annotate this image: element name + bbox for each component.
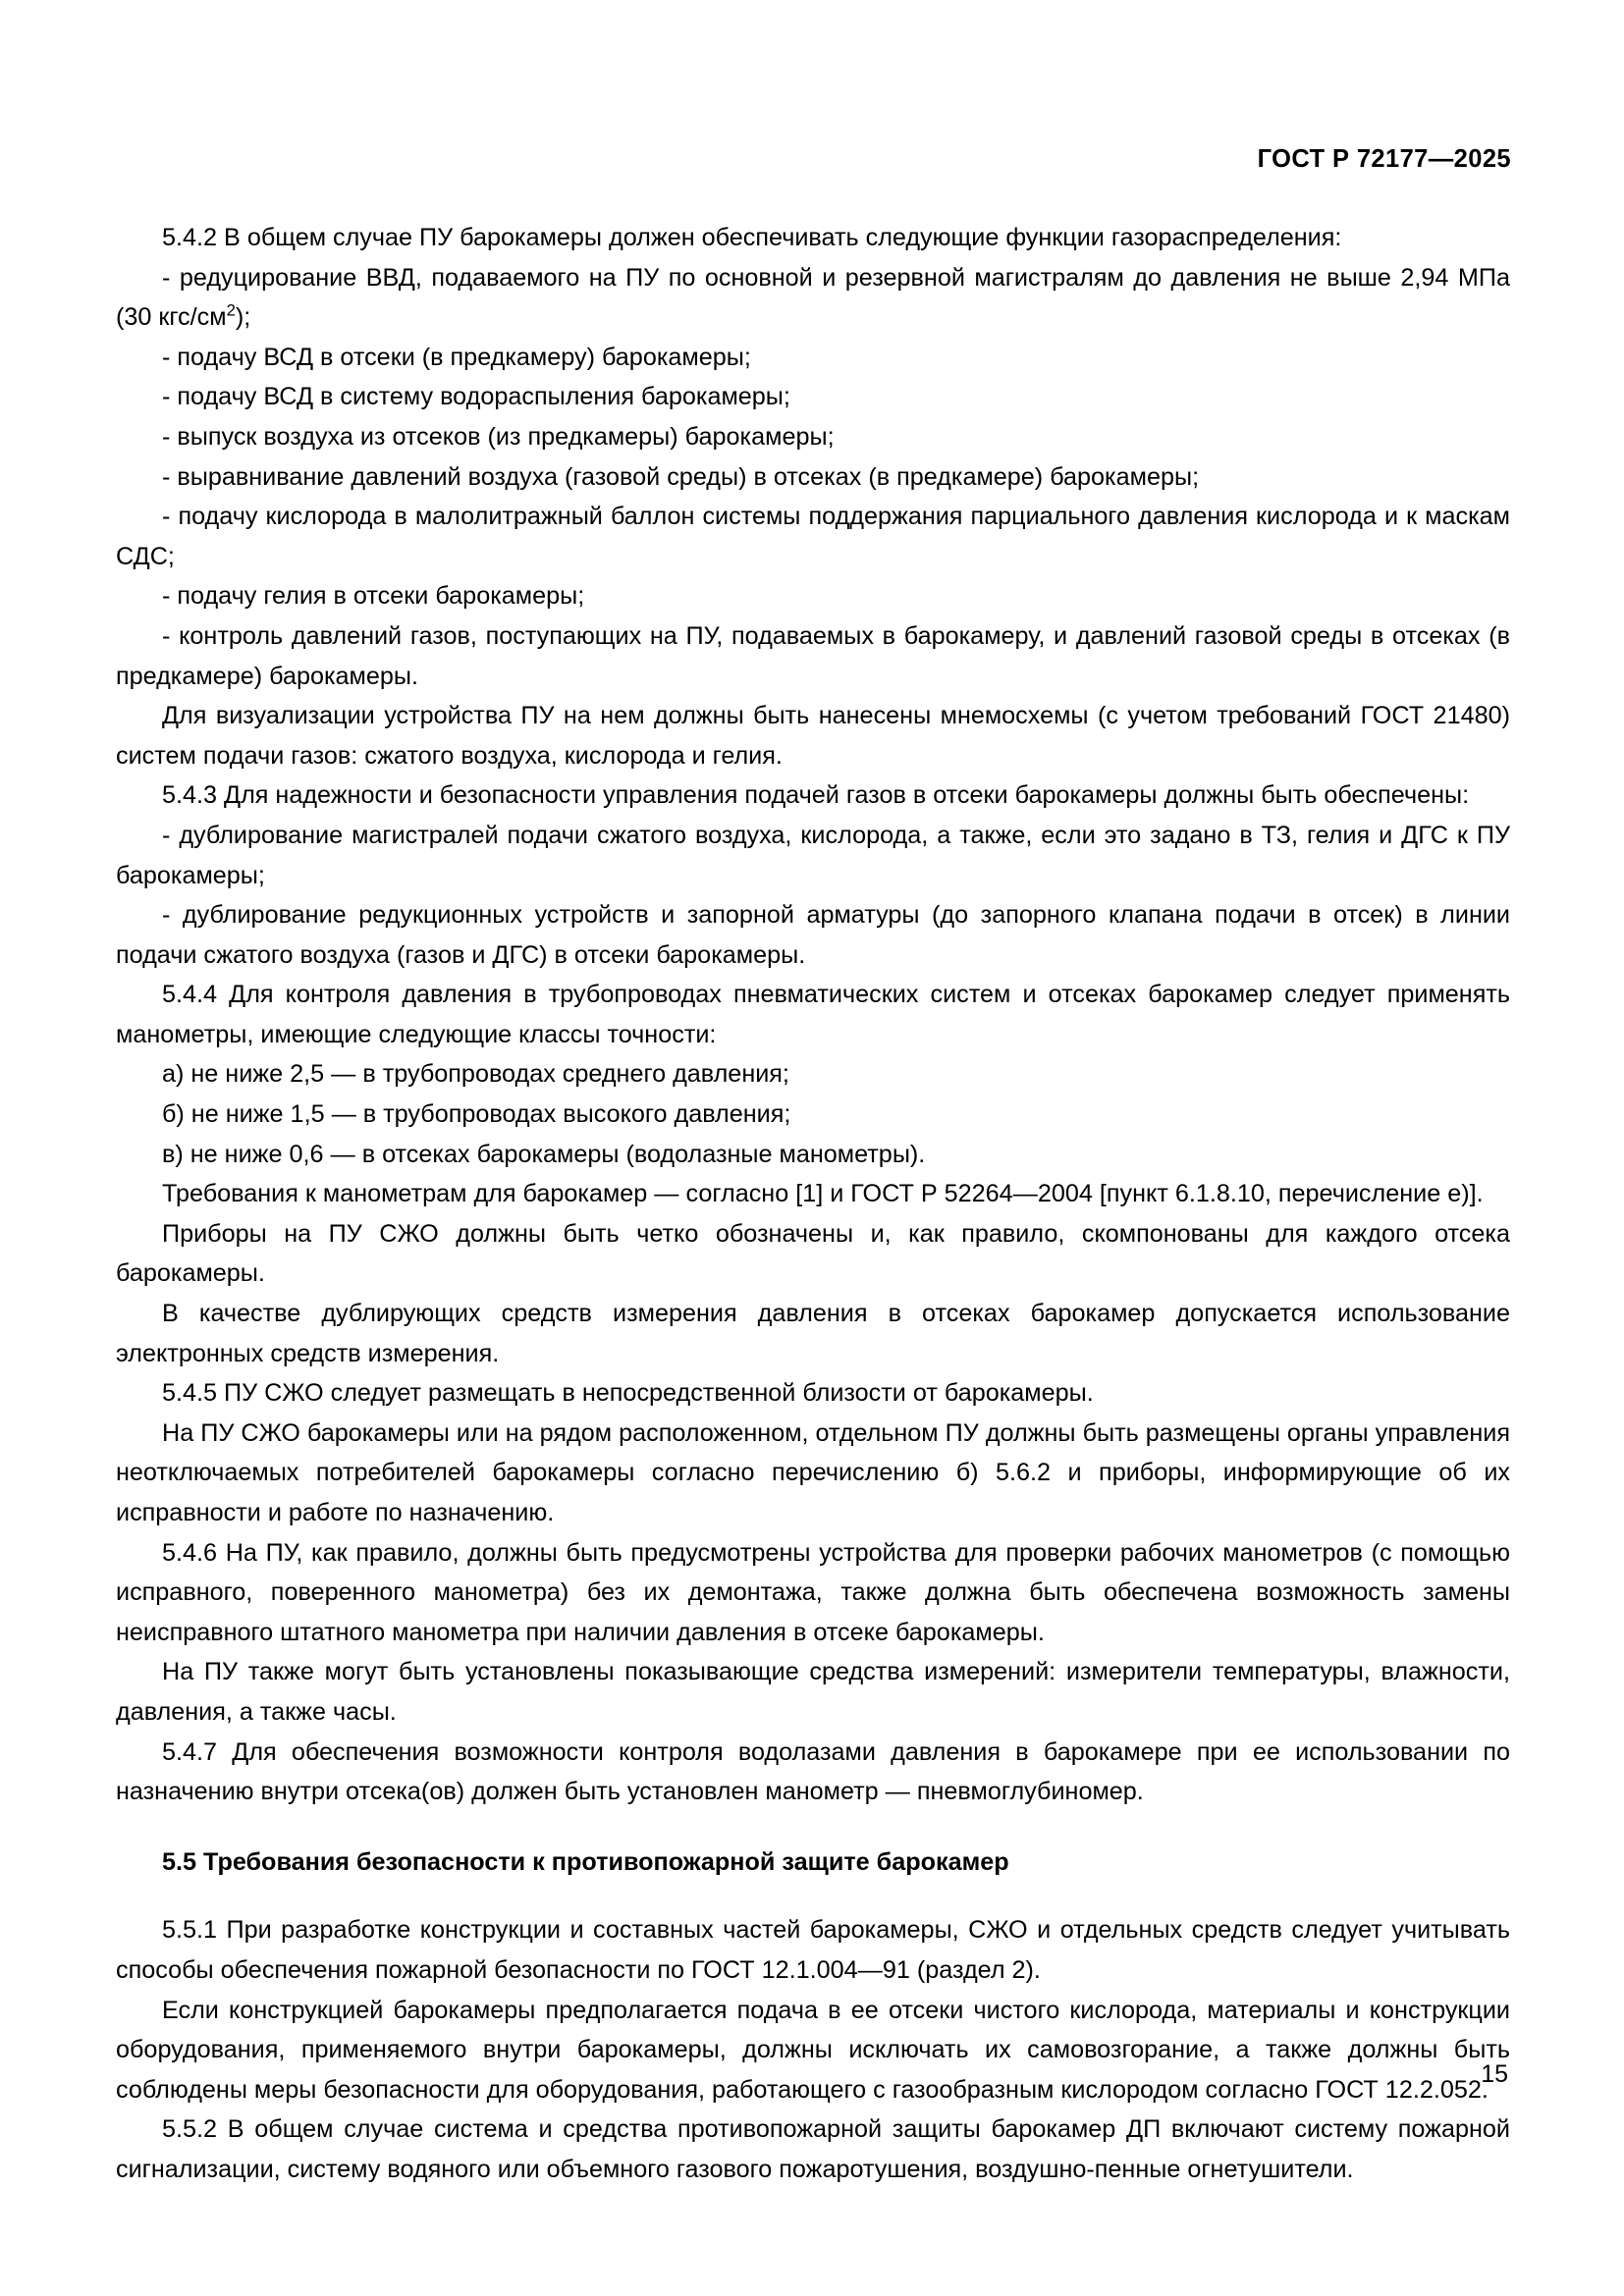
- paragraph-additional-instruments: На ПУ также могут быть установлены показывающие средства измерений: измерители температуры, влажности, давления, а также часы.: [116, 1658, 1510, 1726]
- paragraph-instruments: Приборы на ПУ СЖО должны быть четко обозначены и, как правило, скомпонованы для каждого отсека барокамеры.: [116, 1219, 1510, 1288]
- list-item-5-4-4-a: а) не ниже 2,5 — в трубопроводах среднего давления;: [162, 1060, 789, 1089]
- bullet-5-4-3-2: - дублирование редукционных устройств и запорной арматуры (до запорного клапана подачи в отсек) в линии подачи сжатого воздуха (газов и ДГС) в отсеки барокамеры.: [116, 901, 1510, 969]
- page-content: [116, 218, 1510, 2190]
- bullet-5-4-2-1: [116, 258, 1510, 338]
- bullet-5-4-2-6: - подачу кислорода в малолитражный баллон системы поддержания парциального давления кислорода и к маскам СДС;: [116, 503, 1510, 570]
- bullet-5-4-2-8: - контроль давлений газов, поступающих на ПУ, подаваемых в барокамеру, и давлений газовой среды в отсеках (в предкамере) барокамеры.: [116, 621, 1510, 690]
- bullet-5-4-2-4: - выпуск воздуха из отсеков (из предкамеры) барокамеры;: [162, 422, 835, 451]
- bullet-5-4-2-5: - выравнивание давлений воздуха (газовой среды) в отсеках (в предкамере) барокамеры;: [162, 462, 1200, 491]
- paragraph-5-4-6: 5.4.6 На ПУ, как правило, должны быть предусмотрены устройства для проверки рабочих манометров (с помощью исправного, поверенного манометра) без их демонтажа, также должна быть обеспечена возможность замены неисправного штатного манометра при наличии давления в отсеке барокамеры.: [116, 1538, 1510, 1646]
- paragraph-5-4-5: 5.4.5 ПУ СЖО следует размещать в непосредственной близости от барокамеры.: [162, 1379, 1094, 1408]
- list-item-5-4-4-v: в) не ниже 0,6 — в отсеках барокамеры (водолазные манометры).: [162, 1140, 926, 1168]
- bullet-5-4-2-7: - подачу гелия в отсеки барокамеры;: [162, 582, 585, 611]
- paragraph-backup-measures: В качестве дублирующих средств измерения давления в отсеках барокамер допускается использование электронных средств измерения.: [116, 1300, 1510, 1367]
- page-number: 15: [1481, 2060, 1508, 2088]
- bullet-5-4-2-2: - подачу ВСД в отсеки (в предкамеру) барокамеры;: [162, 343, 751, 371]
- paragraph-visualization: Для визуализации устройства ПУ на нем должны быть нанесены мнемосхемы (с учетом требований ГОСТ 21480) систем подачи газов: сжатого воздуха, кислорода и гелия.: [116, 702, 1510, 770]
- list-item-5-4-4-b: б) не ниже 1,5 — в трубопроводах высокого давления;: [162, 1100, 791, 1129]
- section-heading-5-5: 5.5 Требования безопасности к противопожарной защите барокамер: [162, 1847, 1009, 1876]
- paragraph-5-4-7: 5.4.7 Для обеспечения возможности контроля водолазами давления в барокамере при ее использовании по назначению внутри отсека(ов) должен быть установлен манометр — пневмоглубиномер.: [116, 1737, 1510, 1806]
- bullet-5-4-3-1: - дублирование магистралей подачи сжатого воздуха, кислорода, а также, если это задано в ТЗ, гелия и ДГС к ПУ барокамеры;: [116, 821, 1510, 889]
- paragraph-manometer-requirements: Требования к манометрам для барокамер — согласно [1] и ГОСТ Р 52264—2004 [пункт 6.1.8.10, перечисление е)].: [162, 1180, 1484, 1208]
- running-header: ГОСТ Р 72177—2025: [1257, 145, 1511, 173]
- paragraph-control-panel: На ПУ СЖО барокамеры или на рядом расположенном, отдельном ПУ должны быть размещены органы управления неотключаемых потребителей барокамеры согласно перечислению б) 5.6.2 и приборы, информирующие об их исправности и работе по назначению.: [116, 1418, 1510, 1526]
- paragraph-oxygen-safety: Если конструкцией барокамеры предполагается подача в ее отсеки чистого кислорода, материалы и конструкции оборудования, применяемого внутри барокамеры, должны исключать их самовозгорание, а также должны быть соблюдены меры безопасности для оборудования, работающего с газообразным кислородом согласно ГОСТ 12.2.052.: [116, 1996, 1510, 2104]
- bullet-5-4-2-3: - подачу ВСД в систему водораспыления барокамеры;: [162, 383, 790, 411]
- paragraph-5-4-3: 5.4.3 Для надежности и безопасности управления подачей газов в отсеки барокамеры должны быть обеспечены:: [162, 781, 1470, 810]
- bullet-text-part-b: );: [235, 303, 251, 332]
- superscript-square: 2: [226, 300, 236, 320]
- paragraph-5-5-2: 5.5.2 В общем случае система и средства противопожарной защиты барокамер ДП включают систему пожарной сигнализации, систему водяного или объемного газового пожаротушения, воздушно-пенные огнетушители.: [116, 2115, 1510, 2183]
- paragraph-5-4-2: 5.4.2 В общем случае ПУ барокамеры должен обеспечивать следующие функции газораспределения:: [162, 224, 1342, 251]
- paragraph-5-5-1: 5.5.1 При разработке конструкции и составных частей барокамеры, СЖО и отдельных средств следует учитывать способы обеспечения пожарной безопасности по ГОСТ 12.1.004—91 (раздел 2).: [116, 1916, 1510, 1984]
- paragraph-5-4-4: 5.4.4 Для контроля давления в трубопроводах пневматических систем и отсеках барокамер следует применять манометры, имеющие следующие классы точности:: [116, 981, 1510, 1048]
- bullet-text-part-a: - редуцирование ВВД, подаваемого на ПУ по основной и резервной магистралям до давления не выше 2,94 МПа (30 кгс/см: [116, 263, 1510, 332]
